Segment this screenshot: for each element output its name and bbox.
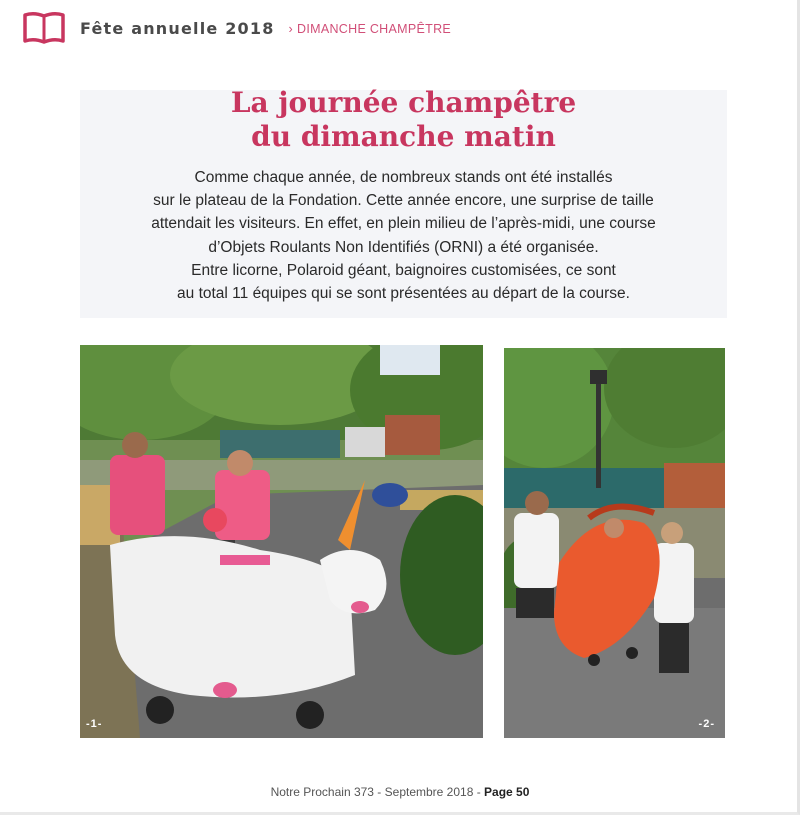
body-line: sur le plateau de la Fondation. Cette année encore, une surprise de taille <box>153 192 654 210</box>
photo-unicorn-cart <box>80 345 483 738</box>
body-line: d’Objets Roulants Non Identifiés (ORNI) a été organisée. <box>208 238 599 256</box>
photo-2-illustration <box>504 348 725 738</box>
page-footer <box>0 785 800 799</box>
section-title: Fête annuelle 2018 <box>80 18 275 38</box>
page-number: Page 50 <box>484 785 530 799</box>
article-headline <box>80 86 727 154</box>
photo-caption-number: -2- <box>698 718 715 730</box>
breadcrumb-label: DIMANCHE CHAMPÊTRE <box>297 22 452 36</box>
body-line: Comme chaque année, de nombreux stands ont été installés <box>194 169 613 186</box>
open-book-icon <box>22 10 66 46</box>
article-body <box>90 166 717 305</box>
body-line: Entre licorne, Polaroid géant, baignoires customisées, ce sont <box>191 261 616 279</box>
body-line: attendait les visiteurs. En effet, en plein milieu de l’après-midi, une course <box>151 215 656 233</box>
body-line: au total 11 équipes qui se sont présentées au départ de la course. <box>177 285 630 303</box>
breadcrumb <box>289 22 452 36</box>
page-header <box>22 10 451 46</box>
photo-red-cart <box>504 348 725 738</box>
footer-publication: Notre Prochain 373 - Septembre 2018 - <box>270 785 485 799</box>
headline-line: La journée champêtre <box>230 86 577 119</box>
photo-1-illustration <box>80 345 483 738</box>
chevron-right-icon: › <box>288 22 294 36</box>
headline-line: du dimanche matin <box>251 120 556 153</box>
photo-caption-number: -1- <box>86 718 103 730</box>
